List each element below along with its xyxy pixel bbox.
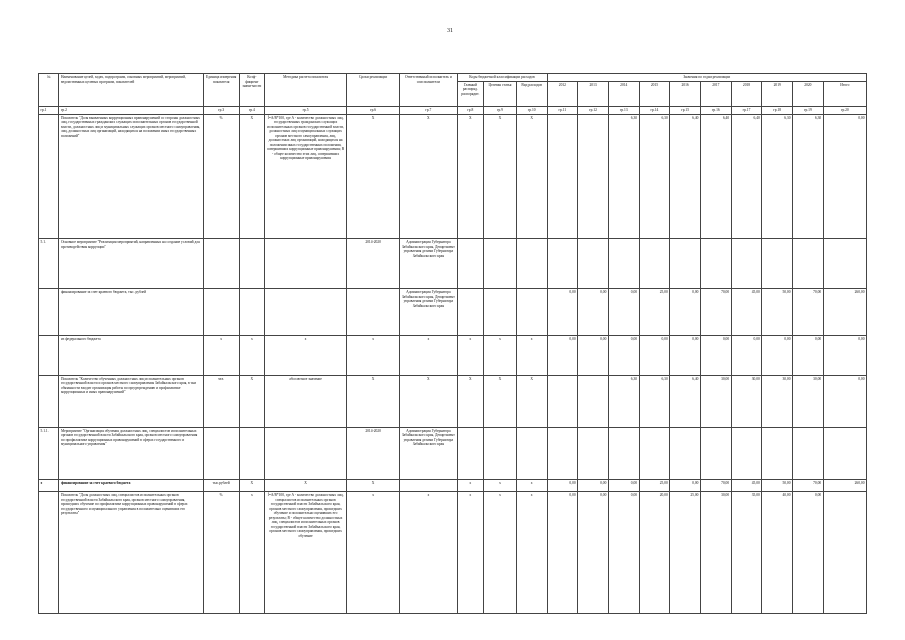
year-value: 50,00 bbox=[762, 479, 793, 491]
header-executor: Ответственный исполнитель и соисполнители bbox=[400, 74, 457, 107]
row-number bbox=[39, 492, 59, 614]
row-method bbox=[265, 289, 347, 336]
year-value: 25,00 bbox=[639, 289, 670, 336]
year-value: 0,00 bbox=[547, 479, 578, 491]
year-value: 0,00 bbox=[823, 375, 866, 427]
year-value: 0,00 bbox=[547, 289, 578, 336]
year-value: 6,30 bbox=[608, 114, 639, 239]
header-year: 2020 bbox=[793, 81, 824, 106]
row-number bbox=[39, 114, 59, 239]
column-number: гр.16 bbox=[700, 106, 731, 114]
row-number: х bbox=[39, 479, 59, 491]
year-value: 0,00 bbox=[578, 336, 609, 376]
year-value: 0,00 bbox=[670, 336, 701, 376]
year-value: 0,00 bbox=[700, 336, 731, 376]
header-year: 2013 bbox=[578, 81, 609, 106]
row-expense-type: Х bbox=[516, 375, 547, 427]
header-main: Главный распоряд. распорядит. bbox=[457, 81, 484, 106]
row-term: Х bbox=[347, 114, 400, 239]
year-value: 6,30 bbox=[639, 114, 670, 239]
year-value: 25,00 bbox=[639, 479, 670, 491]
row-method bbox=[265, 239, 347, 289]
year-value bbox=[793, 239, 824, 289]
year-value: 0,00 bbox=[823, 336, 866, 376]
year-value: 0,00 bbox=[547, 336, 578, 376]
row-unit: тыс.рублей bbox=[203, 479, 239, 491]
year-value: 50,00 bbox=[762, 289, 793, 336]
header-year: 2019 bbox=[762, 81, 793, 106]
column-number: гр.10 bbox=[516, 106, 547, 114]
row-term: Х bbox=[347, 479, 400, 491]
row-term: 2014-2020 bbox=[347, 239, 400, 289]
year-value: 25,00 bbox=[670, 492, 701, 614]
row-executor: Администрация Губернатора Забайкальского края, Департамент управления делами Губернатора Забайкальского края bbox=[400, 427, 457, 479]
row-expense-type: х bbox=[516, 492, 547, 614]
row-target-article bbox=[484, 239, 517, 289]
year-value: 45,00 bbox=[731, 289, 762, 336]
year-value: 70,00 bbox=[793, 289, 824, 336]
row-unit: % bbox=[203, 492, 239, 614]
year-value: 30,00 bbox=[793, 375, 824, 427]
year-value bbox=[578, 114, 609, 239]
column-number: гр.15 bbox=[670, 106, 701, 114]
year-value: 30,00 bbox=[700, 492, 731, 614]
row-method: Í=А/В*100, где А - количество должностных лиц, специалистов исполнительных органов государственной власти Забайкальского края, органов местного самоуправления, прошедших обучение и положительно оценивших его результаты; В - общее количество должностных лиц, специалистов исполнительных органов государственной власти Забайкальского края, органов местного самоуправления, прошедших обучение bbox=[265, 492, 347, 614]
year-value: 6,30 bbox=[639, 375, 670, 427]
table-row bbox=[39, 336, 867, 376]
year-value: 0,00 bbox=[762, 336, 793, 376]
year-value bbox=[547, 114, 578, 239]
row-target-article: х bbox=[484, 336, 517, 376]
year-value bbox=[700, 427, 731, 479]
year-value: 0,00 bbox=[823, 114, 866, 239]
row-expense-type: Х bbox=[516, 114, 547, 239]
row-target-article: х bbox=[484, 479, 517, 491]
year-value: 6,40 bbox=[670, 375, 701, 427]
row-coef: Х bbox=[239, 479, 265, 491]
year-value: 0,00 bbox=[793, 492, 824, 614]
row-executor: х bbox=[400, 492, 457, 614]
row-name: Показатель "Количество обученных должностных лиц исполнительных органов государственной власти и органов местного самоуправления Забайкальского края, в чьи обязанности входит организация работы по предупреждению и профилактике коррупционных и иных правонарушений" bbox=[59, 375, 203, 427]
column-number: гр.19 bbox=[793, 106, 824, 114]
year-value bbox=[547, 239, 578, 289]
row-main-manager bbox=[457, 427, 484, 479]
row-number bbox=[39, 289, 59, 336]
row-name: Показатель "Доля должностных лиц, специалистов исполнительных органов государственной власти Забайкальского края, органов местного самоуправления, прошедших обучение по профилактике коррупционных правонарушений в сферах государственного и муниципального управления в положительно оценивших его результаты" bbox=[59, 492, 203, 614]
header-unit: Единица измерения показателя bbox=[203, 74, 239, 107]
year-value: 6,40 bbox=[670, 114, 701, 239]
header-no: № bbox=[39, 74, 59, 107]
row-main-manager: х bbox=[457, 336, 484, 376]
row-unit: х bbox=[203, 336, 239, 376]
row-main-manager: Х bbox=[457, 375, 484, 427]
row-name: финансирование за счет краевого бюджета bbox=[59, 479, 203, 491]
row-unit: % bbox=[203, 114, 239, 239]
program-table bbox=[38, 73, 867, 614]
year-value: 0,00 bbox=[608, 289, 639, 336]
row-main-manager: Х bbox=[457, 114, 484, 239]
row-method bbox=[265, 427, 347, 479]
row-executor: Администрация Губернатора Забайкальского края, Департамент управления делами Губернатора Забайкальского края bbox=[400, 289, 457, 336]
year-value bbox=[731, 427, 762, 479]
row-unit bbox=[203, 239, 239, 289]
column-number: гр.5 bbox=[265, 106, 347, 114]
column-number: гр.6 bbox=[347, 106, 400, 114]
year-value: 0,00 bbox=[547, 492, 578, 614]
table-row bbox=[39, 492, 867, 614]
year-value bbox=[762, 239, 793, 289]
year-value: 40,00 bbox=[762, 492, 793, 614]
column-number: гр.1 bbox=[39, 106, 59, 114]
year-value: 0,00 bbox=[670, 289, 701, 336]
row-number: 5.1.1. bbox=[39, 427, 59, 479]
page-number: 31 bbox=[447, 28, 453, 34]
year-value: 6,40 bbox=[731, 114, 762, 239]
header-budget-group: Коды бюджетной классификации расходов bbox=[457, 74, 547, 82]
year-value bbox=[793, 427, 824, 479]
row-expense-type bbox=[516, 239, 547, 289]
row-coef bbox=[239, 289, 265, 336]
row-expense-type: х bbox=[516, 336, 547, 376]
row-number: 5.1. bbox=[39, 239, 59, 289]
year-value bbox=[578, 375, 609, 427]
year-value: 260,00 bbox=[823, 289, 866, 336]
row-main-manager bbox=[457, 289, 484, 336]
row-number bbox=[39, 336, 59, 376]
year-value bbox=[547, 427, 578, 479]
year-value: 0,00 bbox=[578, 492, 609, 614]
column-number-row bbox=[39, 106, 867, 114]
table-row bbox=[39, 289, 867, 336]
year-value: 70,00 bbox=[700, 289, 731, 336]
row-term: 2014-2020 bbox=[347, 427, 400, 479]
header-name: Наименование целей, задач, подпрограмм, основных мероприятий, мероприятий, ведомственных целевых программ, показателей bbox=[59, 74, 203, 107]
table-row bbox=[39, 375, 867, 427]
year-value bbox=[670, 239, 701, 289]
row-method: Í=А/В*100, где А - количество должностных лиц, государственных гражданских служащих исполнительных органов государственной власти, должностных лиц и муниципальных служащих органов местного самоуправления, лиц, должностных лиц организаций, находящихся на положении иных государственных положении, совершивших коррупционные правонарушения; В - общее количество этих лиц, совершивших коррупционные правонарушения bbox=[265, 114, 347, 239]
year-value bbox=[700, 239, 731, 289]
row-main-manager: х bbox=[457, 492, 484, 614]
year-value: 0,00 bbox=[608, 479, 639, 491]
row-coef: Х bbox=[239, 375, 265, 427]
year-value: 30,00 bbox=[762, 375, 793, 427]
header-year: 2018 bbox=[731, 81, 762, 106]
row-executor: Х bbox=[400, 114, 457, 239]
column-number: гр.3 bbox=[203, 106, 239, 114]
column-number: гр.18 bbox=[762, 106, 793, 114]
row-method: х bbox=[265, 336, 347, 376]
column-number: гр.9 bbox=[484, 106, 517, 114]
year-value: 0,00 bbox=[608, 492, 639, 614]
column-number: гр.17 bbox=[731, 106, 762, 114]
row-method: абсолютное значение bbox=[265, 375, 347, 427]
year-value bbox=[670, 427, 701, 479]
row-term: Х bbox=[347, 375, 400, 427]
row-name: Мероприятие "Организация обучения должностных лиц, специалистов исполнительных органов государственной власти Забайкальского края, органов местного самоуправления по профилактике коррупционных правонарушений в сферах государственного и муниципального управления" bbox=[59, 427, 203, 479]
year-value bbox=[823, 492, 866, 614]
column-number: гр.2 bbox=[59, 106, 203, 114]
row-unit bbox=[203, 427, 239, 479]
year-value: 6,40 bbox=[700, 114, 731, 239]
row-coef: х bbox=[239, 336, 265, 376]
table-row bbox=[39, 239, 867, 289]
year-value: 35,00 bbox=[731, 492, 762, 614]
row-expense-type bbox=[516, 289, 547, 336]
row-method: Х bbox=[265, 479, 347, 491]
year-value: 70,00 bbox=[793, 479, 824, 491]
row-target-article: Х bbox=[484, 114, 517, 239]
year-value: 0,00 bbox=[731, 336, 762, 376]
year-value: 260,00 bbox=[823, 479, 866, 491]
row-target-article: х bbox=[484, 492, 517, 614]
row-name: Основное мероприятие "Реализация мероприятий, направленных на создание условий для противодействия коррупции" bbox=[59, 239, 203, 289]
year-value bbox=[731, 239, 762, 289]
year-value bbox=[608, 427, 639, 479]
year-value: 6,30 bbox=[793, 114, 824, 239]
header-row-1 bbox=[39, 74, 867, 82]
row-coef: х bbox=[239, 492, 265, 614]
year-value bbox=[578, 427, 609, 479]
table-row bbox=[39, 479, 867, 491]
row-name: Показатель "Доля выявленных коррупционных правонарушений со стороны должностных лиц, государственных гражданских служащих исполнительных органов государственной власти, должностных лиц и муниципальных служащих органов местного самоуправления, лиц, должностных лиц организаций, находящихся на положении иных государственных положений" bbox=[59, 114, 203, 239]
row-unit: чел. bbox=[203, 375, 239, 427]
year-value: 0,00 bbox=[793, 336, 824, 376]
row-executor: Х bbox=[400, 375, 457, 427]
year-value bbox=[547, 375, 578, 427]
row-target-article: Х bbox=[484, 375, 517, 427]
row-term bbox=[347, 289, 400, 336]
year-value bbox=[608, 239, 639, 289]
row-term: х bbox=[347, 336, 400, 376]
year-value bbox=[639, 427, 670, 479]
row-executor: х bbox=[400, 336, 457, 376]
row-target-article bbox=[484, 289, 517, 336]
header-year: Итого bbox=[823, 81, 866, 106]
row-executor: Администрация Губернатора Забайкальского края, Департамент управления делами Губернатора Забайкальского края bbox=[400, 239, 457, 289]
header-year: 2012 bbox=[547, 81, 578, 106]
header-exptype: Вид расходов bbox=[516, 81, 547, 106]
year-value: 0,00 bbox=[578, 289, 609, 336]
row-main-manager: х bbox=[457, 479, 484, 491]
column-number: гр.13 bbox=[608, 106, 639, 114]
table-row bbox=[39, 114, 867, 239]
year-value bbox=[823, 239, 866, 289]
header-target: Целевая статья bbox=[484, 81, 517, 106]
year-value: 0,00 bbox=[670, 479, 701, 491]
row-coef bbox=[239, 239, 265, 289]
row-term: х bbox=[347, 492, 400, 614]
column-number: гр.7 bbox=[400, 106, 457, 114]
column-number: гр.14 bbox=[639, 106, 670, 114]
row-expense-type bbox=[516, 427, 547, 479]
year-value: 30,00 bbox=[731, 375, 762, 427]
year-value: 45,00 bbox=[731, 479, 762, 491]
year-value: 20,00 bbox=[639, 492, 670, 614]
row-coef bbox=[239, 427, 265, 479]
header-year: 2015 bbox=[639, 81, 670, 106]
table-row bbox=[39, 427, 867, 479]
year-value bbox=[762, 427, 793, 479]
year-value: 0,00 bbox=[639, 336, 670, 376]
column-number: гр.8 bbox=[457, 106, 484, 114]
year-value: 6,30 bbox=[762, 114, 793, 239]
header-coef: Коэф-фициент значи-мости bbox=[239, 74, 265, 107]
header-method: Методика расчета показателя bbox=[265, 74, 347, 107]
row-main-manager bbox=[457, 239, 484, 289]
row-name: из федерального бюджета bbox=[59, 336, 203, 376]
row-unit bbox=[203, 289, 239, 336]
year-value: 0,00 bbox=[578, 479, 609, 491]
row-name: финансирование за счет краевого бюджета, тыс. рублей bbox=[59, 289, 203, 336]
year-value: 6,30 bbox=[608, 375, 639, 427]
header-term: Сроки реализации bbox=[347, 74, 400, 107]
column-number: гр.12 bbox=[578, 106, 609, 114]
year-value bbox=[639, 239, 670, 289]
row-number bbox=[39, 375, 59, 427]
header-year: 2014 bbox=[608, 81, 639, 106]
column-number: гр.11 bbox=[547, 106, 578, 114]
year-value: 0,00 bbox=[608, 336, 639, 376]
row-executor bbox=[400, 479, 457, 491]
year-value bbox=[578, 239, 609, 289]
header-year: 2017 bbox=[700, 81, 731, 106]
column-number: гр.20 bbox=[823, 106, 866, 114]
header-values-group: Значения по годам реализации bbox=[547, 74, 866, 82]
row-coef: Х bbox=[239, 114, 265, 239]
column-number: гр.4 bbox=[239, 106, 265, 114]
year-value: 70,00 bbox=[700, 479, 731, 491]
year-value bbox=[823, 427, 866, 479]
header-year: 2016 bbox=[670, 81, 701, 106]
row-target-article bbox=[484, 427, 517, 479]
year-value: 30,00 bbox=[700, 375, 731, 427]
row-expense-type: х bbox=[516, 479, 547, 491]
